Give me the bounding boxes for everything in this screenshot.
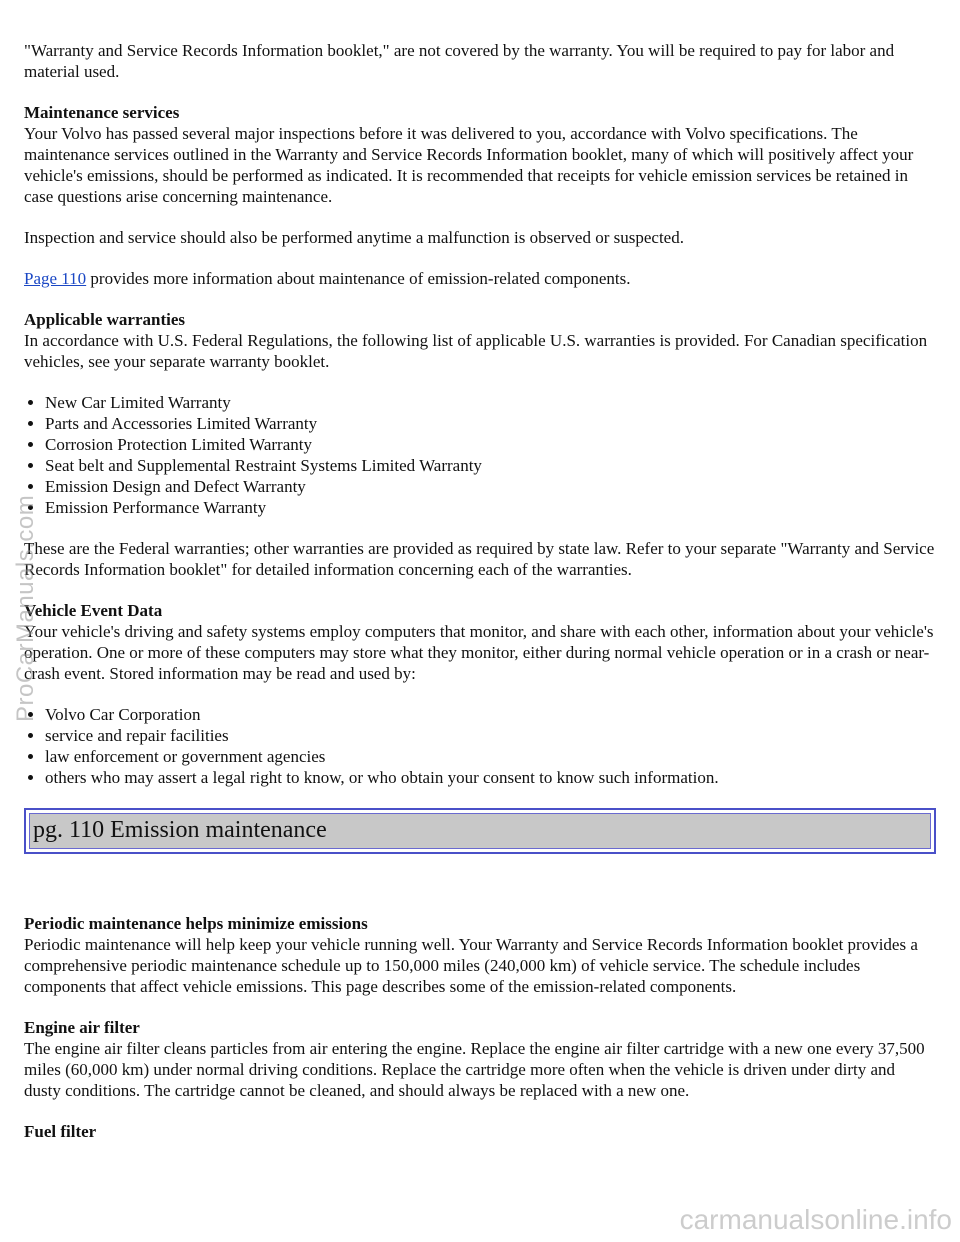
engine-air-filter-heading: Engine air filter <box>24 1018 140 1037</box>
engine-air-filter-body: The engine air filter cleans particles from air entering the engine. Replace the engine air filter cartridge with a new one every 37,500 miles (60,000 km) under normal driving conditions. Replace the cartridge more often when the vehicle is driven under dirty and dusty conditions. The cartridge cannot be cleaned, and should always be replaced with a new one. <box>24 1039 925 1100</box>
list-item: • law enforcement or government agencies <box>45 746 936 767</box>
periodic-maintenance-section <box>24 913 936 997</box>
fuel-filter-heading: Fuel filter <box>24 1122 97 1141</box>
vehicle-event-data-section <box>24 600 936 684</box>
section-title: pg. 110 Emission maintenance <box>29 813 931 849</box>
document-page <box>24 40 936 1162</box>
section-title-box <box>24 808 936 854</box>
vehicle-event-data-heading: Vehicle Event Data <box>24 601 163 620</box>
page-reference-paragraph <box>24 268 936 289</box>
inspection-paragraph: Inspection and service should also be performed anytime a malfunction is observed or suspected. <box>24 228 684 247</box>
engine-air-filter-section <box>24 1017 936 1101</box>
footer-watermark: carmanualsonline.info <box>679 1204 952 1235</box>
applicable-warranties-body: In accordance with U.S. Federal Regulations, the following list of applicable U.S. warranties is provided. For Canadian specification vehicles, see your separate warranty booklet. <box>24 331 928 371</box>
list-item: • Parts and Accessories Limited Warranty <box>45 413 936 434</box>
data-users-list <box>24 704 936 788</box>
periodic-maintenance-heading: Periodic maintenance helps minimize emissions <box>24 914 368 933</box>
vehicle-event-data-body: Your vehicle's driving and safety systems employ computers that monitor, and share with each other, information about your vehicle's operation. One or more of these computers may store what they monitor, either during normal vehicle operation or in a crash or near-crash event. Stored information may be read and used by: <box>24 622 934 683</box>
list-item: • Emission Design and Defect Warranty <box>45 476 936 497</box>
fuel-filter-section <box>24 1121 936 1142</box>
list-item: • Seat belt and Supplemental Restraint Systems Limited Warranty <box>45 455 936 476</box>
maintenance-services-heading: Maintenance services <box>24 103 180 122</box>
intro-paragraph: "Warranty and Service Records Information booklet," are not covered by the warranty. You will be required to pay for labor and material used. <box>24 41 895 81</box>
warranty-list <box>24 392 936 518</box>
page-110-link[interactable]: Page 110 <box>24 269 87 288</box>
list-item: • New Car Limited Warranty <box>45 392 936 413</box>
list-item: • service and repair facilities <box>45 725 936 746</box>
applicable-warranties-heading: Applicable warranties <box>24 310 186 329</box>
list-item: • Corrosion Protection Limited Warranty <box>45 434 936 455</box>
list-item: • Emission Performance Warranty <box>45 497 936 518</box>
periodic-maintenance-body: Periodic maintenance will help keep your vehicle running well. Your Warranty and Service Records Information booklet provides a comprehensive periodic maintenance schedule up to 150,000 miles (240,000 km) of vehicle service. The schedule includes components that affect vehicle emissions. This page describes some of the emission-related components. <box>24 935 918 996</box>
maintenance-services-body: Your Volvo has passed several major inspections before it was delivered to you, accordance with Volvo specifications. The maintenance services outlined in the Warranty and Service Records Information booklet, many of which will positively affect your vehicle's emissions, should be performed as indicated. It is recommended that receipts for vehicle emission services be retained in case questions arise concerning maintenance. <box>24 124 914 206</box>
list-item: • Volvo Car Corporation <box>45 704 936 725</box>
warranties-closing-paragraph: These are the Federal warranties; other warranties are provided as required by state law. Refer to your separate "Warranty and Service Records Information booklet" for detailed information concerning each of the warranties. <box>24 539 935 579</box>
watermark-text: ProCarManuals.com <box>12 494 39 722</box>
applicable-warranties-section <box>24 309 936 372</box>
maintenance-services-section <box>24 102 936 207</box>
page-reference-text: provides more information about maintenance of emission-related components. <box>86 269 631 288</box>
list-item: • others who may assert a legal right to know, or who obtain your consent to know such information. <box>45 767 936 788</box>
